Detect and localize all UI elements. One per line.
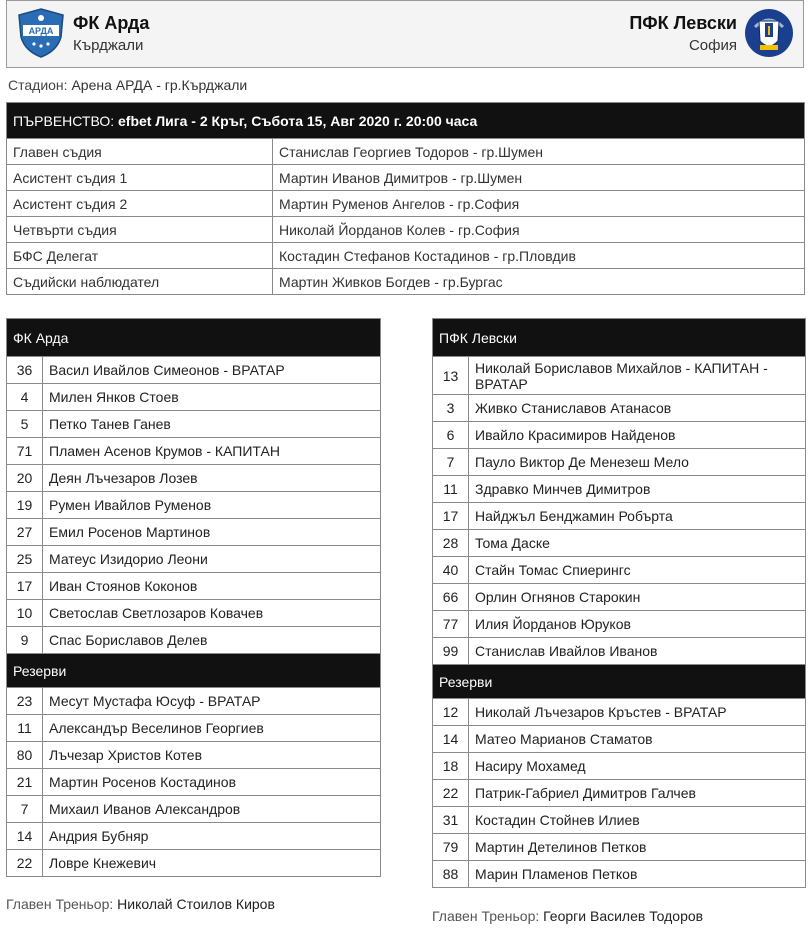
player-name[interactable]: Ловре Кнежевич	[43, 850, 381, 877]
player-name[interactable]: Андрия Бубняр	[43, 823, 381, 850]
match-header	[6, 0, 804, 68]
away-coach-name[interactable]: Георги Василев Тодоров	[543, 908, 704, 924]
player-row	[7, 573, 381, 600]
officials-table	[6, 102, 805, 295]
official-role: БФС Делегат	[7, 243, 273, 269]
player-number: 22	[433, 780, 469, 807]
home-coach	[6, 896, 275, 912]
player-row	[433, 357, 806, 395]
sub-row	[7, 823, 381, 850]
sub-row	[433, 834, 806, 861]
sub-row	[7, 796, 381, 823]
official-row	[7, 243, 805, 269]
player-row	[433, 449, 806, 476]
player-number: 21	[7, 769, 43, 796]
player-number: 14	[433, 726, 469, 753]
player-name[interactable]: Патрик-Габриел Димитров Галчев	[469, 780, 806, 807]
player-number: 12	[433, 699, 469, 726]
official-row	[7, 139, 805, 165]
player-number: 36	[7, 357, 43, 384]
match-info	[7, 103, 805, 139]
player-number: 17	[7, 573, 43, 600]
player-name[interactable]: Тома Даске	[469, 530, 806, 557]
sub-row	[433, 753, 806, 780]
player-name[interactable]: Здравко Минчев Димитров	[469, 476, 806, 503]
home-squad-title: ФК Арда	[7, 319, 381, 357]
player-number: 20	[7, 465, 43, 492]
player-number: 9	[7, 627, 43, 654]
away-squad-header	[433, 319, 806, 357]
player-row	[7, 546, 381, 573]
official-role: Съдийски наблюдател	[7, 269, 273, 295]
player-number: 79	[433, 834, 469, 861]
player-row	[433, 422, 806, 449]
player-number: 18	[433, 753, 469, 780]
player-number: 66	[433, 584, 469, 611]
player-name[interactable]: Емил Росенов Мартинов	[43, 519, 381, 546]
player-row	[7, 384, 381, 411]
away-squad-title: ПФК Левски	[433, 319, 806, 357]
player-number: 19	[7, 492, 43, 519]
player-number: 31	[433, 807, 469, 834]
home-team-city: Кърджали	[73, 37, 144, 54]
official-name: Костадин Стефанов Костадинов - гр.Пловдив	[273, 243, 805, 269]
player-number: 88	[433, 861, 469, 888]
player-name[interactable]: Николай Бориславов Михайлов - КАПИТАН - ВРАТАР	[469, 357, 806, 395]
player-name[interactable]: Живко Станиславов Атанасов	[469, 395, 806, 422]
player-name[interactable]: Месут Мустафа Юсуф - ВРАТАР	[43, 688, 381, 715]
player-name[interactable]: Михаил Иванов Александров	[43, 796, 381, 823]
player-number: 40	[433, 557, 469, 584]
sub-row	[7, 688, 381, 715]
player-name[interactable]: Насиру Мохамед	[469, 753, 806, 780]
player-number: 77	[433, 611, 469, 638]
player-number: 80	[7, 742, 43, 769]
official-name: Мартин Руменов Ангелов - гр.София	[273, 191, 805, 217]
player-number: 7	[433, 449, 469, 476]
home-subs-header	[7, 654, 381, 688]
player-number: 4	[7, 384, 43, 411]
player-number: 11	[433, 476, 469, 503]
player-name[interactable]: Деян Лъчезаров Лозев	[43, 465, 381, 492]
official-name: Станислав Георгиев Тодоров - гр.Шумен	[273, 139, 805, 165]
player-name[interactable]: Костадин Стойнев Илиев	[469, 807, 806, 834]
player-name[interactable]: Матеус Изидорио Леони	[43, 546, 381, 573]
player-row	[433, 530, 806, 557]
player-name[interactable]: Стайн Томас Спиерингс	[469, 557, 806, 584]
official-role: Главен съдия	[7, 139, 273, 165]
player-row	[7, 357, 381, 384]
player-row	[7, 465, 381, 492]
svg-text:АРДА: АРДА	[28, 26, 54, 36]
player-number: 6	[433, 422, 469, 449]
player-name[interactable]: Станислав Ивайлов Иванов	[469, 638, 806, 665]
player-name[interactable]: Милен Янков Стоев	[43, 384, 381, 411]
player-number: 22	[7, 850, 43, 877]
stadium-label: Стадион:	[8, 77, 68, 93]
player-number: 28	[433, 530, 469, 557]
stadium-value: Арена АРДА - гр.Кърджали	[71, 77, 248, 93]
player-name[interactable]: Орлин Огнянов Старокин	[469, 584, 806, 611]
stadium-info	[8, 77, 247, 93]
sub-row	[7, 850, 381, 877]
player-row	[433, 557, 806, 584]
player-name[interactable]: Мартин Детелинов Петков	[469, 834, 806, 861]
away-coach-label: Главен Треньор:	[432, 908, 540, 924]
away-subs-header	[433, 665, 806, 699]
away-team-city: София	[688, 37, 737, 54]
player-number: 25	[7, 546, 43, 573]
player-number: 27	[7, 519, 43, 546]
home-squad-table	[6, 318, 381, 877]
player-number: 71	[7, 438, 43, 465]
player-name[interactable]: Петко Танев Ганев	[43, 411, 381, 438]
player-number: 10	[7, 600, 43, 627]
player-number: 99	[433, 638, 469, 665]
competition-label: ПЪРВЕНСТВО:	[13, 112, 115, 129]
player-name[interactable]: Васил Ивайлов Симеонов - ВРАТАР	[43, 357, 381, 384]
player-name[interactable]: Александър Веселинов Георгиев	[43, 715, 381, 742]
away-coach	[432, 908, 703, 924]
player-number: 3	[433, 395, 469, 422]
official-row	[7, 269, 805, 295]
arda-crest-icon	[15, 7, 67, 59]
player-name[interactable]: Илия Йорданов Юруков	[469, 611, 806, 638]
sub-row	[433, 807, 806, 834]
player-name[interactable]: Николай Лъчезаров Кръстев - ВРАТАР	[469, 699, 806, 726]
player-row	[7, 492, 381, 519]
match-details: efbet Лига - 2 Кръг, Събота 15, Авг 2020 г. 20:00 часа	[118, 112, 478, 129]
sub-row	[433, 861, 806, 888]
player-name[interactable]: Пауло Виктор Де Менезеш Мело	[469, 449, 806, 476]
player-name[interactable]: Найджъл Бенджамин Робърта	[469, 503, 806, 530]
home-team-name[interactable]: ФК Арда	[73, 13, 150, 33]
official-name: Мартин Живков Богдев - гр.Бургас	[273, 269, 805, 295]
player-row	[7, 627, 381, 654]
sub-row	[433, 780, 806, 807]
player-row	[7, 519, 381, 546]
official-role: Четвърти съдия	[7, 217, 273, 243]
player-name[interactable]: Пламен Асенов Крумов - КАПИТАН	[43, 438, 381, 465]
player-name[interactable]: Матео Марианов Стаматов	[469, 726, 806, 753]
player-row	[433, 395, 806, 422]
player-number: 23	[7, 688, 43, 715]
player-row	[433, 503, 806, 530]
home-coach-name[interactable]: Николай Стоилов Киров	[117, 896, 275, 912]
official-role: Асистент съдия 1	[7, 165, 273, 191]
sub-row	[7, 715, 381, 742]
away-subs-title: Резерви	[433, 665, 806, 699]
player-number: 14	[7, 823, 43, 850]
official-row	[7, 217, 805, 243]
player-name[interactable]: Иван Стоянов Коконов	[43, 573, 381, 600]
away-squad-table	[432, 318, 806, 888]
player-name[interactable]: Светослав Светлозаров Ковачев	[43, 600, 381, 627]
levski-crest-icon	[743, 7, 795, 59]
player-number: 5	[7, 411, 43, 438]
sub-row	[433, 699, 806, 726]
sub-row	[7, 769, 381, 796]
player-name[interactable]: Спас Бориславов Делев	[43, 627, 381, 654]
player-row	[7, 411, 381, 438]
player-number: 17	[433, 503, 469, 530]
player-number: 7	[7, 796, 43, 823]
player-row	[433, 584, 806, 611]
home-subs-title: Резерви	[7, 654, 381, 688]
official-row	[7, 191, 805, 217]
player-number: 13	[433, 357, 469, 395]
player-name[interactable]: Румен Ивайлов Руменов	[43, 492, 381, 519]
player-row	[433, 476, 806, 503]
player-row	[433, 611, 806, 638]
home-squad-header	[7, 319, 381, 357]
player-row	[7, 600, 381, 627]
away-team-name[interactable]: ПФК Левски	[629, 13, 737, 33]
player-name[interactable]: Лъчезар Христов Котев	[43, 742, 381, 769]
official-name: Мартин Иванов Димитров - гр.Шумен	[273, 165, 805, 191]
player-name[interactable]: Марин Пламенов Петков	[469, 861, 806, 888]
player-row	[7, 438, 381, 465]
official-row	[7, 165, 805, 191]
player-number: 11	[7, 715, 43, 742]
home-coach-label: Главен Треньор:	[6, 896, 114, 912]
player-name[interactable]: Мартин Росенов Костадинов	[43, 769, 381, 796]
sub-row	[7, 742, 381, 769]
match-info-row	[7, 103, 805, 139]
player-name[interactable]: Ивайло Красимиров Найденов	[469, 422, 806, 449]
official-role: Асистент съдия 2	[7, 191, 273, 217]
official-name: Николай Йорданов Колев - гр.София	[273, 217, 805, 243]
player-row	[433, 638, 806, 665]
sub-row	[433, 726, 806, 753]
